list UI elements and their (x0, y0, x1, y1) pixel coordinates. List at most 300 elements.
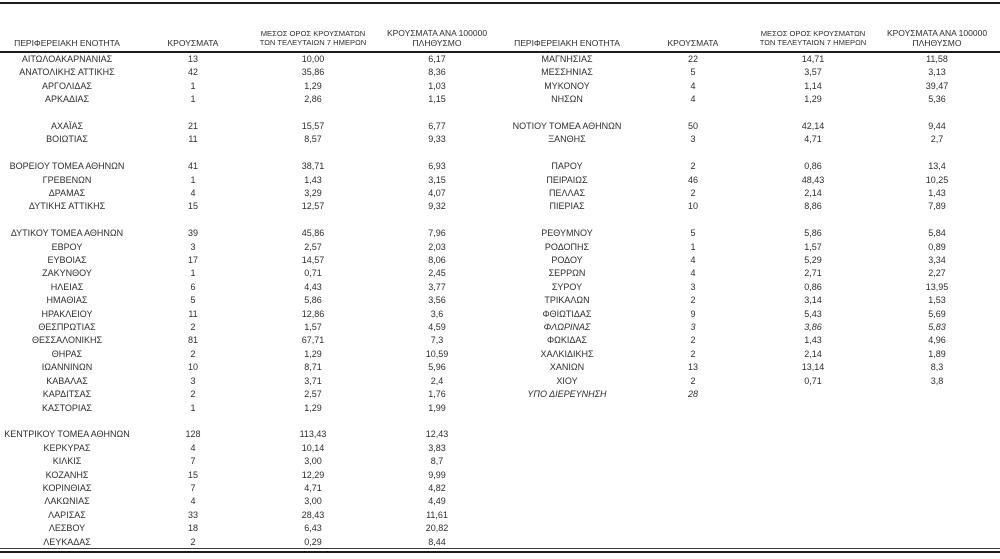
region-cell: ΡΟΔΟΠΗΣ (544, 241, 590, 252)
cases-cell: 18 (187, 523, 198, 534)
cases-cell: 2 (690, 161, 696, 172)
avg7-cell: 12,57 (301, 201, 325, 212)
avg7-cell: 1,43 (304, 174, 322, 185)
region-cell: ΚΟΡΙΝΘΙΑΣ (42, 482, 92, 493)
table-row (500, 66, 1000, 79)
region-cell: ΕΒΡΟΥ (51, 241, 83, 252)
region-cell: ΥΠΟ ΔΙΕΡΕΥΝΗΣΗ (527, 389, 607, 400)
avg7-cell (752, 214, 874, 227)
region-cell: ΚΑΒΑΛΑΣ (46, 375, 88, 386)
per100k-cell (874, 107, 1000, 120)
table-row (500, 375, 1000, 388)
avg7-cell: 1,43 (804, 335, 822, 346)
avg7-cell: 1,14 (804, 80, 822, 91)
table-row (0, 80, 500, 93)
avg7-cell: 2,57 (304, 241, 322, 252)
cases-cell (634, 147, 752, 160)
avg7-cell: 0,29 (304, 536, 322, 547)
table-row (500, 120, 1000, 133)
avg7-cell (752, 415, 874, 428)
col-header-avg7-line2: ΤΩΝ ΤΕΛΕΥΤΑΙΩΝ 7 ΗΜΕΡΩΝ (759, 38, 867, 48)
avg7-cell: 15,57 (301, 121, 325, 132)
table-row (0, 402, 500, 415)
avg7-cell: 1,29 (304, 80, 322, 91)
cases-cell (134, 214, 252, 227)
avg7-cell: 5,29 (804, 255, 822, 266)
avg7-cell: 2,86 (304, 94, 322, 105)
region-cell (500, 482, 634, 495)
per100k-cell (874, 442, 1000, 455)
avg7-cell: 1,57 (804, 241, 822, 252)
cases-cell: 1 (190, 402, 196, 413)
region-cell: ΘΕΣΠΡΩΤΙΑΣ (38, 322, 96, 333)
region-cell: ΠΕΙΡΑΙΩΣ (546, 174, 588, 185)
region-cell (500, 535, 634, 549)
per100k-cell: 7,89 (928, 201, 946, 212)
col-header-avg7 (252, 4, 374, 52)
region-cell: ΗΡΑΚΛΕΙΟΥ (41, 308, 93, 319)
col-header-cases: ΚΡΟΥΣΜΑΤΑ (134, 4, 252, 52)
table-row (0, 482, 500, 495)
table-row (500, 348, 1000, 361)
col-header-per100k-line1: ΚΡΟΥΣΜΑΤΑ ΑΝΑ 100000 (386, 27, 488, 38)
region-cell (0, 107, 134, 120)
cases-cell (634, 442, 752, 455)
avg7-cell (752, 535, 874, 549)
col-header-region: ΠΕΡΙΦΕΡΕΙΑΚΗ ΕΝΟΤΗΤΑ (0, 4, 134, 52)
spacer-row (0, 107, 500, 120)
region-cell (500, 509, 634, 522)
avg7-cell (752, 468, 874, 481)
region-cell: ΛΑΚΩΝΙΑΣ (44, 496, 90, 507)
per100k-cell: 12,43 (425, 429, 449, 440)
per100k-cell: 8,7 (430, 456, 444, 467)
per100k-cell: 10,25 (925, 174, 949, 185)
region-cell: ΝΗΣΩΝ (551, 94, 583, 105)
region-cell: ΑΡΚΑΔΙΑΣ (44, 94, 90, 105)
avg7-cell: 1,29 (804, 94, 822, 105)
table-header-right (500, 4, 1000, 52)
per100k-cell (874, 455, 1000, 468)
per100k-cell: 11,58 (926, 54, 948, 64)
table-row (0, 267, 500, 280)
table-row (500, 80, 1000, 93)
avg7-cell: 8,86 (804, 201, 822, 212)
table-row (0, 536, 500, 549)
region-cell: ΒΟΡΕΙΟΥ ΤΟΜΕΑ ΑΘΗΝΩΝ (9, 161, 125, 172)
table-row (0, 308, 500, 321)
col-header-per100k (374, 4, 500, 52)
per100k-cell: 6,17 (428, 54, 446, 64)
region-cell: ΔΥΤΙΚΟΥ ΤΟΜΕΑ ΑΘΗΝΩΝ (10, 228, 124, 239)
region-cell: ΓΡΕΒΕΝΩΝ (42, 174, 92, 185)
cases-cell: 11 (188, 308, 198, 319)
per100k-cell: 3,34 (928, 255, 946, 266)
region-cell: ΗΛΕΙΑΣ (50, 281, 84, 292)
cases-cell: 128 (185, 429, 201, 440)
table-row (500, 200, 1000, 213)
per100k-cell: 4,07 (428, 188, 446, 199)
table-row (0, 334, 500, 347)
cases-cell: 15 (187, 469, 198, 480)
per100k-cell: 39,47 (925, 80, 949, 91)
per100k-cell: 1,53 (928, 295, 946, 306)
cases-cell (634, 535, 752, 549)
per100k-cell: 1,15 (428, 94, 446, 105)
cases-cell: 4 (190, 496, 196, 507)
cases-cell: 5 (690, 67, 696, 78)
region-cell: ΝΟΤΙΟΥ ΤΟΜΕΑ ΑΘΗΝΩΝ (512, 121, 622, 132)
avg7-cell: 113,43 (299, 429, 327, 440)
avg7-cell: 5,43 (804, 308, 822, 319)
cases-cell: 4 (690, 94, 696, 105)
avg7-cell (752, 107, 874, 120)
avg7-cell (252, 147, 374, 160)
avg7-cell: 3,71 (304, 375, 322, 386)
spacer-row (500, 402, 1000, 415)
avg7-cell (252, 214, 374, 227)
table-row (500, 93, 1000, 106)
header-row (500, 4, 1000, 52)
region-cell: ΠΕΛΛΑΣ (548, 188, 586, 199)
per100k-cell: 4,96 (928, 335, 946, 346)
table-row (0, 281, 500, 294)
region-cell: ΧΑΝΙΩΝ (549, 362, 585, 373)
cases-cell: 2 (190, 322, 196, 333)
avg7-cell: 5,86 (804, 228, 822, 239)
avg7-cell: 0,86 (804, 281, 822, 292)
table-row (0, 388, 500, 401)
per100k-cell: 9,33 (428, 134, 446, 145)
region-cell: ΧΙΟΥ (556, 375, 578, 386)
table-row (0, 254, 500, 267)
table-row (0, 469, 500, 482)
per100k-cell (874, 415, 1000, 428)
per100k-cell: 1,03 (428, 80, 446, 91)
per100k-cell: 4,82 (428, 482, 446, 493)
cases-cell: 1 (190, 80, 196, 91)
table-row (0, 120, 500, 133)
cases-cell: 2 (690, 188, 696, 199)
cases-cell (134, 107, 252, 120)
tables-container (0, 4, 1000, 549)
per100k-cell: 9,32 (428, 201, 446, 212)
per100k-cell: 20,82 (425, 523, 449, 534)
avg7-cell: 4,71 (804, 134, 822, 145)
region-cell: ΑΙΤΩΛΟΑΚΑΡΝΑΝΙΑΣ (21, 54, 113, 64)
cases-cell: 2 (190, 389, 196, 400)
cases-cell: 41 (187, 161, 198, 172)
spacer-row (500, 147, 1000, 160)
spacer-row (500, 535, 1000, 549)
avg7-cell: 67,71 (301, 335, 325, 346)
avg7-cell (752, 455, 874, 468)
cases-cell: 4 (190, 442, 196, 453)
col-header-avg7 (752, 4, 874, 52)
region-cell: ΞΑΝΘΗΣ (548, 134, 586, 145)
cases-cell: 2 (690, 295, 696, 306)
per100k-cell: 5,83 (928, 322, 946, 333)
table-row (0, 93, 500, 106)
region-cell (500, 495, 634, 508)
cases-cell (134, 147, 252, 160)
per100k-cell: 13,4 (928, 161, 946, 172)
cases-cell: 4 (690, 80, 696, 91)
table-row (0, 52, 500, 66)
cases-cell (634, 482, 752, 495)
per100k-cell (874, 482, 1000, 495)
table-row (0, 187, 500, 200)
region-cell (500, 428, 634, 441)
cases-cell: 4 (190, 188, 196, 199)
region-cell (500, 442, 634, 455)
region-cell: ΜΕΣΣΗΝΙΑΣ (541, 67, 593, 78)
cases-cell (634, 509, 752, 522)
cases-cell: 2 (190, 348, 196, 359)
cases-cell: 28 (687, 389, 698, 400)
table-row (0, 509, 500, 522)
avg7-cell: 1,29 (304, 402, 322, 413)
region-cell: ΡΟΔΟΥ (551, 255, 583, 266)
avg7-cell: 0,71 (304, 268, 322, 279)
col-header-region: ΠΕΡΙΦΕΡΕΙΑΚΗ ΕΝΟΤΗΤΑ (500, 4, 634, 52)
table-row (0, 294, 500, 307)
cases-cell (634, 402, 752, 415)
spacer-row (500, 415, 1000, 428)
avg7-cell: 1,29 (304, 348, 322, 359)
cases-cell (634, 455, 752, 468)
per100k-cell (874, 147, 1000, 160)
per100k-cell: 2,45 (428, 268, 446, 279)
table-row (500, 254, 1000, 267)
table-row (500, 187, 1000, 200)
region-cell: ΒΟΙΩΤΙΑΣ (46, 134, 88, 145)
avg7-cell (752, 147, 874, 160)
region-cell: ΕΥΒΟΙΑΣ (47, 255, 87, 266)
region-cell: ΛΕΣΒΟΥ (48, 523, 86, 534)
col-header-per100k (874, 4, 1000, 52)
region-cell (500, 107, 634, 120)
per100k-cell: 5,96 (428, 362, 446, 373)
cases-cell: 2 (690, 348, 696, 359)
table-row (500, 281, 1000, 294)
per100k-cell (374, 147, 500, 160)
avg7-cell: 2,57 (304, 389, 322, 400)
bottom-border-thin-line (0, 548, 1000, 549)
spacer-row (0, 214, 500, 227)
avg7-cell: 6,43 (304, 523, 322, 534)
cases-cell: 21 (187, 121, 198, 132)
cases-cell: 3 (190, 375, 196, 386)
cases-cell (634, 107, 752, 120)
region-cell: ΑΝΑΤΟΛΙΚΗΣ ΑΤΤΙΚΗΣ (19, 67, 115, 78)
region-cell: ΔΥΤΙΚΗΣ ΑΤΤΙΚΗΣ (28, 201, 106, 212)
region-cell (500, 402, 634, 415)
per100k-cell (874, 509, 1000, 522)
avg7-cell: 2,14 (804, 188, 822, 199)
table-body-left (0, 52, 500, 549)
avg7-cell: 4,43 (304, 281, 322, 292)
per100k-cell: 9,44 (928, 121, 946, 132)
cases-cell: 10 (687, 201, 698, 212)
avg7-cell: 12,29 (301, 469, 325, 480)
col-header-per100k-line1: ΚΡΟΥΣΜΑΤΑ ΑΝΑ 100000 (886, 27, 988, 38)
cases-cell: 17 (187, 255, 198, 266)
region-cell: ΔΡΑΜΑΣ (48, 188, 86, 199)
avg7-cell (752, 442, 874, 455)
per100k-cell: 13,95 (925, 281, 949, 292)
spacer-row (500, 442, 1000, 455)
per100k-cell: 7,3 (430, 335, 444, 346)
table-row (500, 267, 1000, 280)
region-cell (0, 214, 134, 227)
avg7-cell: 28,43 (301, 509, 325, 520)
col-header-per100k-line2: ΠΛΗΘΥΣΜΟ (912, 37, 962, 48)
cases-cell: 22 (687, 54, 698, 64)
region-cell: ΚΙΛΚΙΣ (52, 456, 82, 467)
per100k-cell: 3,77 (428, 281, 446, 292)
spacer-row (500, 214, 1000, 227)
cases-cell: 5 (690, 228, 696, 239)
per100k-cell: 2,4 (430, 375, 444, 386)
per100k-cell (374, 107, 500, 120)
table-row (500, 241, 1000, 254)
cases-cell: 10 (187, 362, 198, 373)
per100k-cell: 2,27 (928, 268, 946, 279)
per100k-cell: 1,76 (428, 389, 446, 400)
table-row (0, 495, 500, 508)
region-cell: ΛΑΡΙΣΑΣ (48, 509, 86, 520)
col-header-per100k-line2: ΠΛΗΘΥΣΜΟ (412, 37, 462, 48)
region-cell (500, 147, 634, 160)
region-cell: ΦΘΙΩΤΙΔΑΣ (542, 308, 592, 319)
region-cell: ΖΑΚΥΝΘΟΥ (42, 268, 92, 279)
table-row (0, 174, 500, 187)
avg7-cell: 38,71 (301, 161, 325, 172)
avg7-cell: 2,14 (804, 348, 822, 359)
avg7-cell: 3,00 (304, 496, 322, 507)
per100k-cell (874, 388, 1000, 401)
table-row (0, 442, 500, 455)
avg7-cell: 12,86 (301, 308, 325, 319)
region-cell (500, 468, 634, 481)
cases-cell: 2 (690, 375, 696, 386)
cases-cell: 4 (690, 255, 696, 266)
per100k-cell: 10,59 (425, 348, 449, 359)
region-cell: ΤΡΙΚΑΛΩΝ (544, 295, 590, 306)
table-row (0, 522, 500, 535)
per100k-cell: 5,84 (928, 228, 946, 239)
avg7-cell: 14,57 (301, 255, 325, 266)
per100k-cell: 2,03 (428, 241, 446, 252)
avg7-cell (752, 509, 874, 522)
avg7-cell (252, 107, 374, 120)
cases-cell: 1 (690, 241, 696, 252)
avg7-cell: 5,86 (304, 295, 322, 306)
per100k-cell: 8,44 (428, 536, 446, 547)
avg7-cell: 3,00 (304, 456, 322, 467)
avg7-cell: 1,57 (304, 322, 322, 333)
col-header-cases: ΚΡΟΥΣΜΑΤΑ (634, 4, 752, 52)
region-cell: ΑΧΑΪΑΣ (50, 121, 84, 132)
spacer-row (500, 455, 1000, 468)
avg7-cell (752, 495, 874, 508)
table-row (500, 388, 1000, 401)
cases-cell: 5 (190, 295, 196, 306)
table-row (500, 227, 1000, 240)
avg7-cell: 48,43 (801, 174, 825, 185)
cases-cell: 15 (187, 201, 198, 212)
per100k-cell: 11,61 (426, 509, 448, 520)
cases-cell: 6 (190, 281, 196, 292)
header-row (0, 4, 500, 52)
avg7-cell: 13,14 (801, 362, 825, 373)
avg7-cell: 3,29 (304, 188, 322, 199)
region-cell: ΙΩΑΝΝΙΝΩΝ (41, 362, 93, 373)
cases-cell: 2 (190, 536, 196, 547)
region-cell: ΑΡΓΟΛΙΔΑΣ (42, 80, 92, 91)
cases-cell: 1 (190, 94, 196, 105)
cases-cell: 39 (187, 228, 198, 239)
table-body-right (500, 52, 1000, 549)
cases-cell: 11 (188, 134, 198, 145)
region-cell: ΚΟΖΑΝΗΣ (45, 469, 89, 480)
col-header-avg7-line1: ΜΕΣΟΣ ΟΡΟΣ ΚΡΟΥΣΜΑΤΩΝ (260, 29, 366, 39)
per100k-cell: 4,59 (428, 322, 446, 333)
per100k-cell (874, 428, 1000, 441)
cases-cell (134, 415, 252, 428)
per100k-cell: 3,15 (428, 174, 446, 185)
cases-cell: 4 (690, 268, 696, 279)
table-row (500, 308, 1000, 321)
avg7-cell: 45,86 (301, 228, 325, 239)
avg7-cell (752, 402, 874, 415)
table-row (0, 133, 500, 146)
avg7-cell (752, 482, 874, 495)
per100k-cell: 1,43 (928, 188, 946, 199)
cases-cell: 7 (190, 456, 196, 467)
spacer-row (0, 147, 500, 160)
per100k-cell: 6,77 (428, 121, 446, 132)
cases-cell (634, 495, 752, 508)
per100k-cell (874, 495, 1000, 508)
per100k-cell (874, 402, 1000, 415)
spacer-row (500, 482, 1000, 495)
avg7-cell: 14,71 (801, 54, 825, 64)
spacer-row (500, 107, 1000, 120)
region-cell: ΦΩΚΙΔΑΣ (547, 335, 587, 346)
region-cell (0, 415, 134, 428)
avg7-cell: 10,00 (301, 54, 325, 64)
avg7-cell: 8,57 (304, 134, 322, 145)
avg7-cell: 3,57 (804, 67, 822, 78)
region-cell: ΛΕΥΚΑΔΑΣ (43, 536, 91, 547)
cases-cell (634, 415, 752, 428)
per100k-cell: 0,89 (928, 241, 946, 252)
table-row (0, 160, 500, 173)
table-row (0, 227, 500, 240)
table-row (500, 174, 1000, 187)
spacer-row (500, 468, 1000, 481)
table-row (0, 361, 500, 374)
per100k-cell: 6,93 (428, 161, 446, 172)
per100k-cell: 8,06 (428, 255, 446, 266)
avg7-cell: 3,86 (804, 322, 822, 333)
cases-cell: 1 (190, 268, 196, 279)
region-cell: ΣΥΡΟΥ (551, 281, 583, 292)
regions-table-left (0, 4, 500, 549)
table-row (500, 52, 1000, 66)
